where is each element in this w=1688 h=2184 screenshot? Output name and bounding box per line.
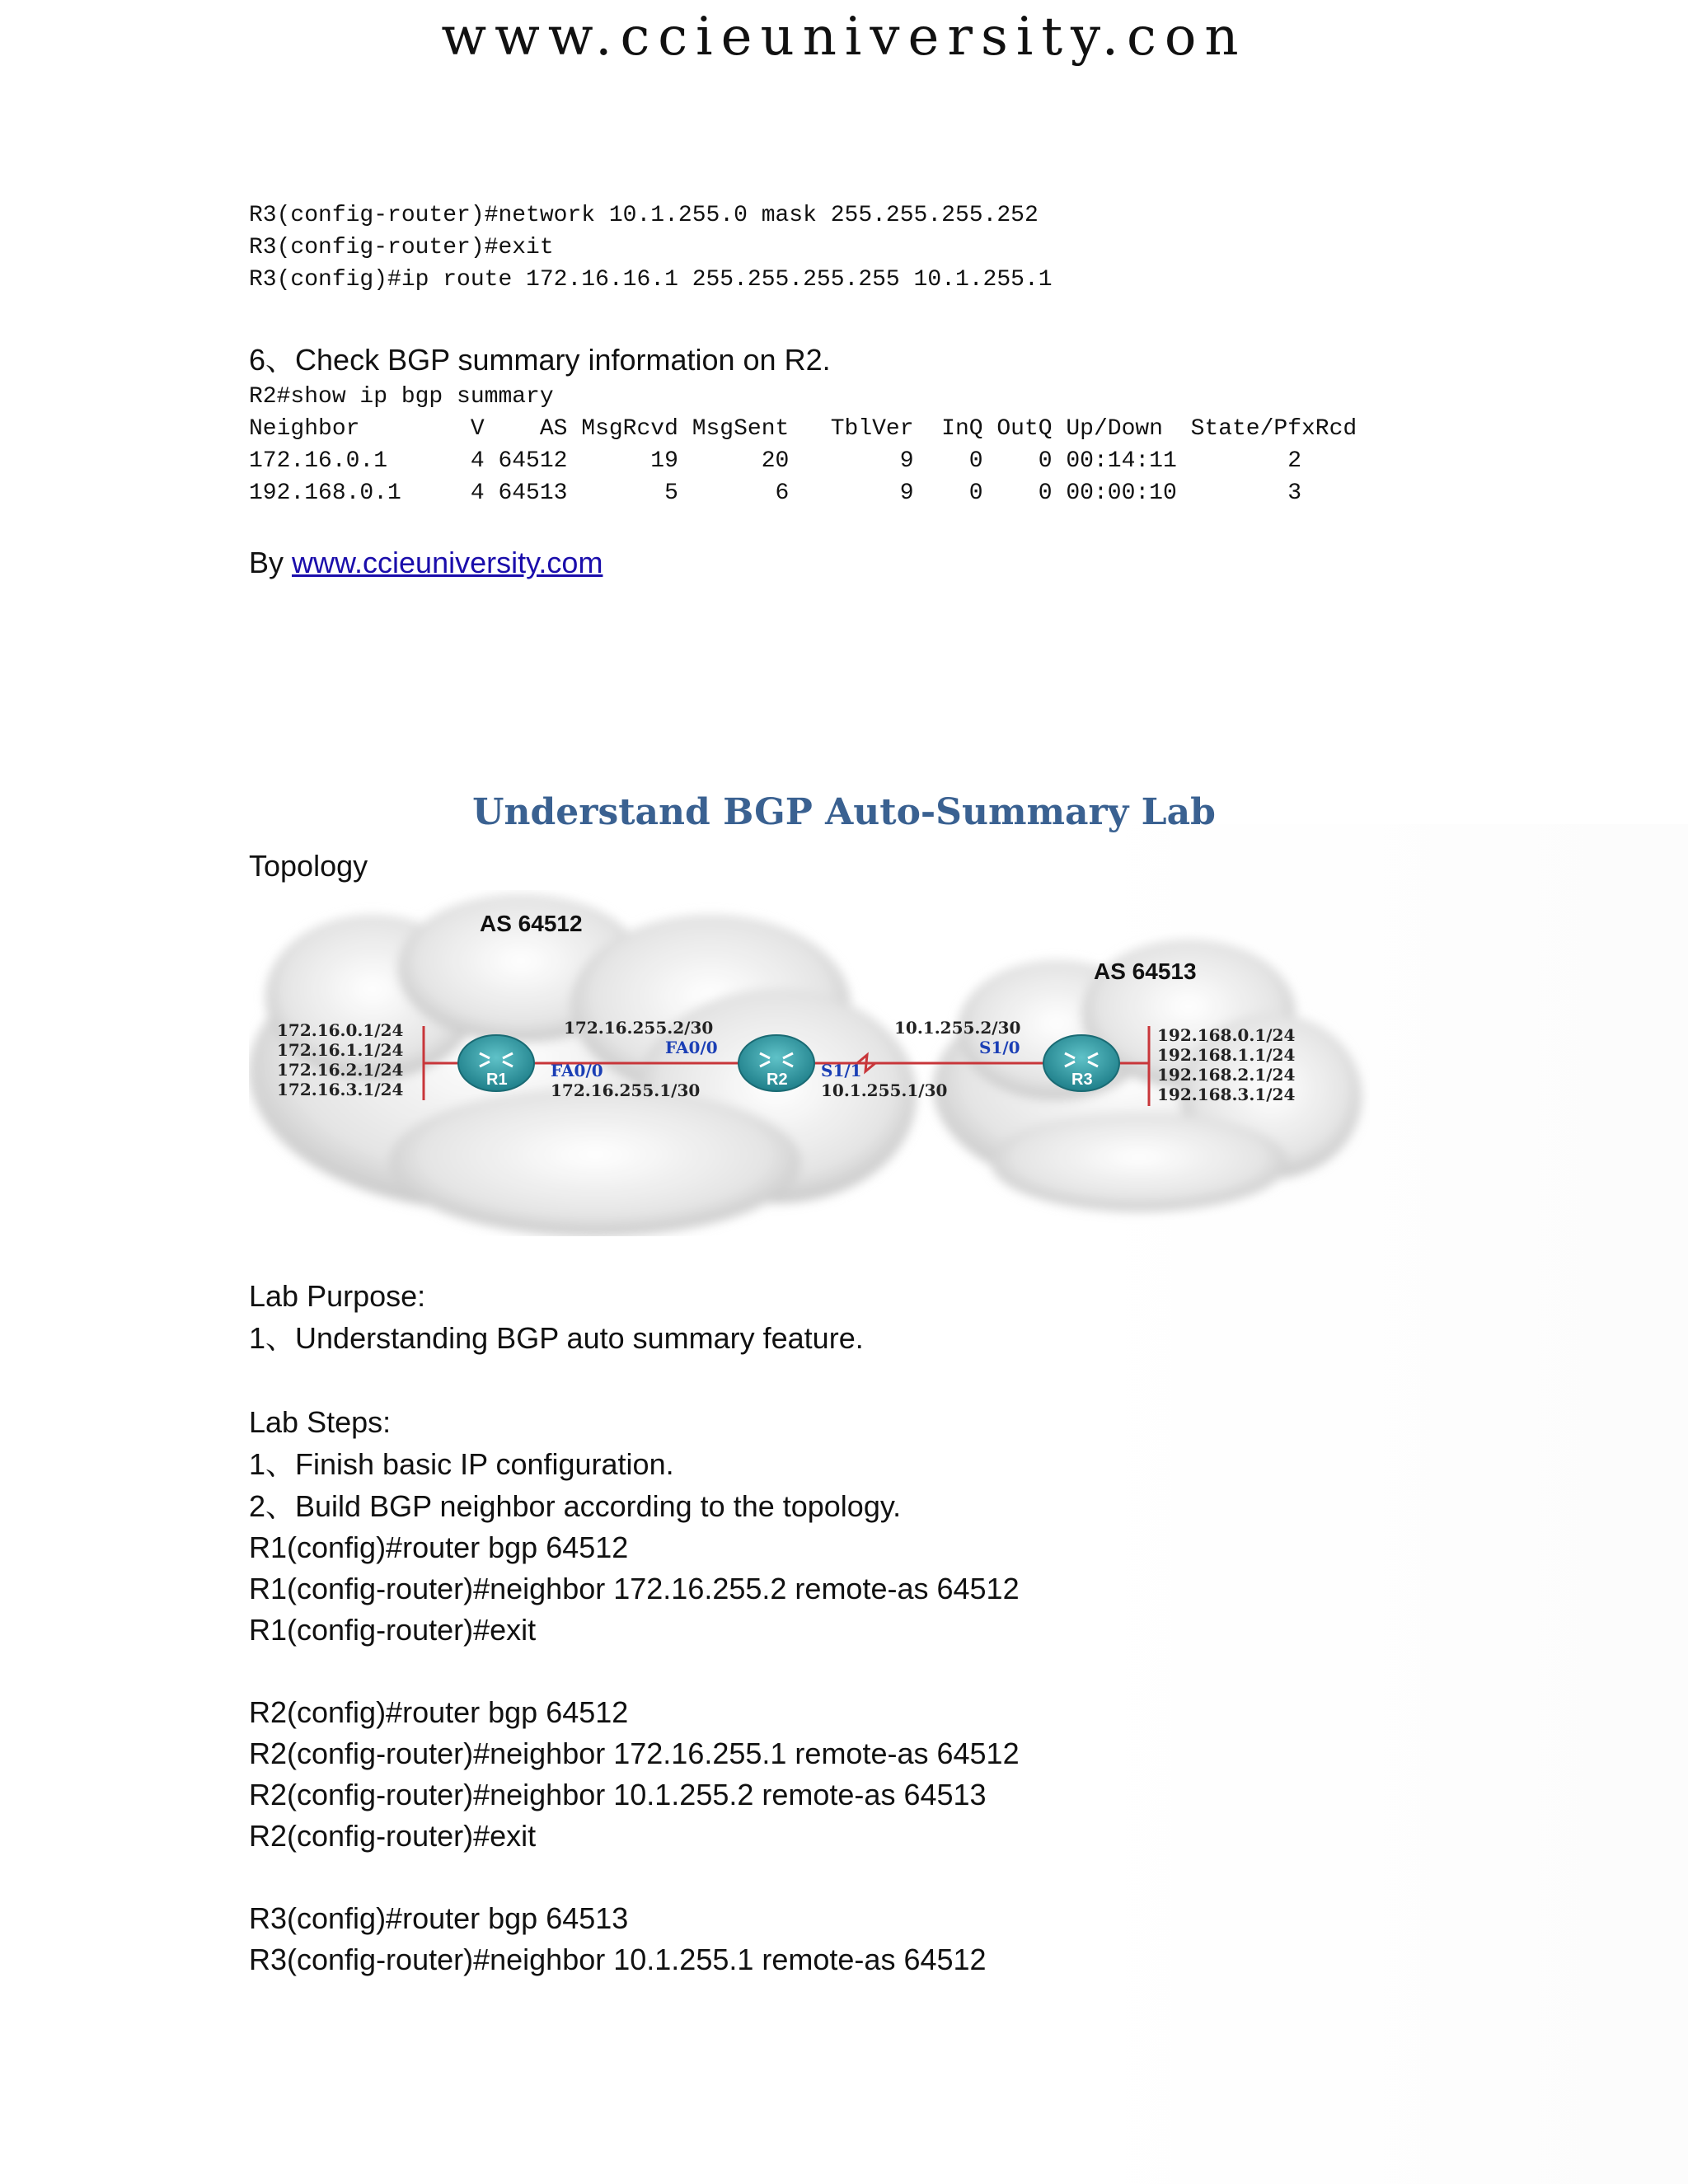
- r2-config-line: R2(config-router)#exit: [249, 1819, 537, 1853]
- r2-fa-ip-label: 172.16.255.2/30: [564, 1018, 714, 1038]
- as-right-label: AS 64513: [1094, 958, 1197, 984]
- r2-s-if-label: S1/1: [821, 1061, 862, 1080]
- r1-network-label: 172.16.3.1/24: [277, 1080, 404, 1099]
- r2-config-line: R2(config)#router bgp 64512: [249, 1695, 629, 1729]
- lab-title: Understand BGP Auto-Summary Lab: [472, 791, 1216, 833]
- purpose-item: 1、Understanding BGP auto summary feature.: [249, 1321, 864, 1355]
- r2-fa-if-label: FA0/0: [665, 1038, 718, 1057]
- r2-s-ip-label: 10.1.255.1/30: [821, 1080, 948, 1100]
- site-header: www.ccieuniversity.con: [441, 7, 1247, 68]
- svg-text:R3: R3: [1071, 1071, 1093, 1089]
- svg-text:R2: R2: [767, 1071, 788, 1089]
- bgp-table-row: 192.168.0.1 4 64513 5 6 9 0 0 00:00:10 3: [249, 480, 1302, 506]
- steps-heading: Lab Steps:: [249, 1405, 392, 1439]
- as-left-label: AS 64512: [480, 911, 583, 936]
- router-r3: [1043, 1035, 1119, 1091]
- config-line: R3(config-router)#exit: [249, 235, 554, 260]
- r2-config-line: R2(config-router)#neighbor 10.1.255.2 remote-as 64513: [249, 1778, 987, 1811]
- byline: [249, 542, 603, 583]
- r1-if-label: FA0/0: [551, 1061, 603, 1080]
- config-line: R3(config-router)#network 10.1.255.0 mask 255.255.255.252: [249, 203, 1039, 228]
- r1-network-label: 172.16.1.1/24: [277, 1040, 404, 1060]
- svg-text:R1: R1: [486, 1071, 508, 1089]
- step6-heading: 6、Check BGP summary information on R2.: [249, 343, 831, 377]
- r1-config-line: R1(config-router)#exit: [249, 1613, 537, 1647]
- step-item: 2、Build BGP neighbor according to the topology.: [249, 1489, 902, 1523]
- byline-prefix: By: [249, 546, 293, 579]
- command-line: R2#show ip bgp summary: [249, 384, 554, 410]
- r3-config-line: R3(config)#router bgp 64513: [249, 1901, 629, 1935]
- bgp-table-row: 172.16.0.1 4 64512 19 20 9 0 0 00:14:11 2: [249, 448, 1302, 474]
- bgp-table-header: Neighbor V AS MsgRcvd MsgSent TblVer InQ OutQ Up/Down State/PfxRcd: [249, 416, 1357, 442]
- r3-config-line: R3(config-router)#neighbor 10.1.255.1 remote-as 64512: [249, 1943, 987, 1976]
- byline-link[interactable]: www.ccieuniversity.com: [292, 546, 603, 579]
- r1-network-label: 172.16.2.1/24: [277, 1060, 404, 1080]
- step-item: 1、Finish basic IP configuration.: [249, 1447, 674, 1481]
- r3-network-label: 192.168.2.1/24: [1157, 1065, 1296, 1085]
- topology-diagram: [249, 890, 1370, 1236]
- r2-config-line: R2(config-router)#neighbor 172.16.255.1 remote-as 64512: [249, 1736, 1020, 1770]
- config-line: R3(config)#ip route 172.16.16.1 255.255.255.255 10.1.255.1: [249, 267, 1053, 293]
- r1-config-line: R1(config)#router bgp 64512: [249, 1530, 629, 1564]
- r1-config-line: R1(config-router)#neighbor 172.16.255.2 remote-as 64512: [249, 1572, 1020, 1605]
- r3-network-label: 192.168.3.1/24: [1157, 1085, 1296, 1104]
- r1-network-label: 172.16.0.1/24: [277, 1020, 404, 1040]
- r3-if-label: S1/0: [979, 1038, 1020, 1057]
- purpose-heading: Lab Purpose:: [249, 1279, 426, 1313]
- router-r2: [738, 1035, 814, 1091]
- topology-label: Topology: [249, 849, 368, 883]
- r3-network-label: 192.168.0.1/24: [1157, 1025, 1296, 1045]
- r1-ip-label: 172.16.255.1/30: [551, 1080, 701, 1100]
- r3-ip-label: 10.1.255.2/30: [894, 1018, 1021, 1038]
- r3-network-label: 192.168.1.1/24: [1157, 1045, 1296, 1065]
- router-r1: [458, 1035, 534, 1091]
